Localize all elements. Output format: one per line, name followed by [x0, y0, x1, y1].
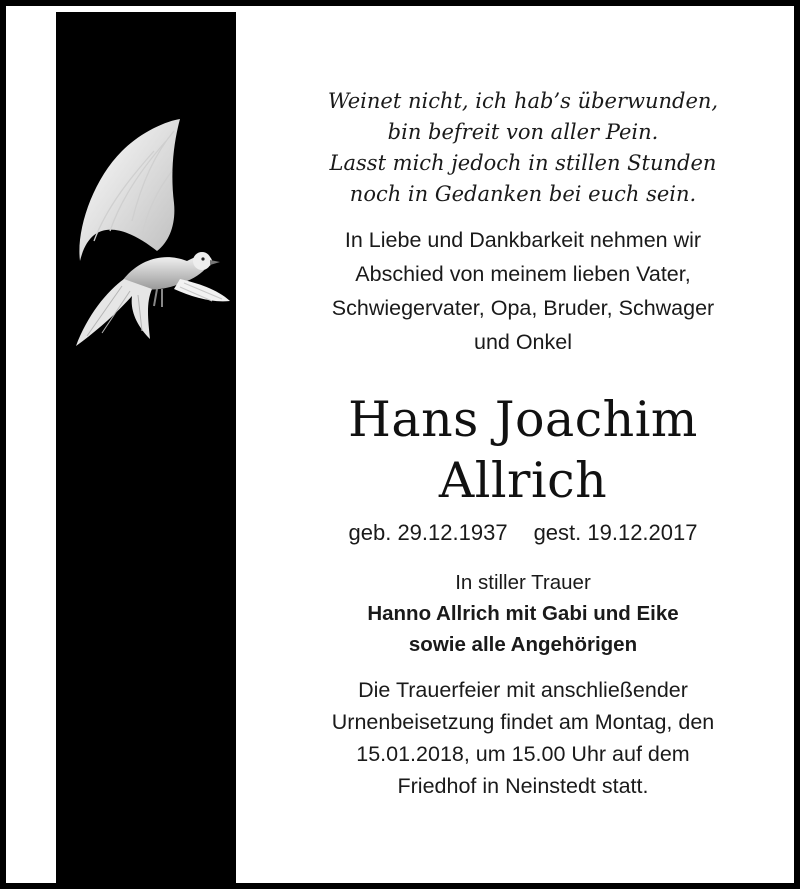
deceased-last-name: Allrich	[438, 452, 608, 509]
funeral-notice	[268, 674, 778, 802]
poem-line: noch in Gedanken bei euch sein.	[349, 182, 697, 206]
mourners-heading: In stiller Trauer	[455, 571, 591, 594]
poem-line: bin befreit von aller Pein.	[387, 120, 659, 144]
deceased-first-names: Hans Joachim	[348, 391, 698, 448]
obituary-content	[268, 86, 778, 802]
poem-line: Weinet nicht, ich hab’s überwunden,	[327, 89, 719, 113]
deceased-name	[268, 389, 778, 511]
dove-icon	[62, 111, 237, 351]
poem-line: Lasst mich jedoch in stillen Stunden	[329, 151, 717, 175]
death-date: gest. 19.12.2017	[533, 520, 698, 545]
mourners-family-line: Hanno Allrich mit Gabi und Eike	[367, 602, 679, 625]
funeral-line: 15.01.2018, um 15.00 Uhr auf dem	[356, 742, 690, 766]
intro-line: Schwiegervater, Opa, Bruder, Schwager	[331, 296, 715, 320]
mourners-relatives-line: sowie alle Angehörigen	[408, 633, 638, 656]
funeral-line: Friedhof in Neinstedt statt.	[397, 774, 649, 798]
life-dates	[268, 519, 778, 547]
poem	[268, 86, 778, 210]
mourners	[268, 567, 778, 660]
birth-date: geb. 29.12.1937	[348, 520, 508, 545]
intro-text	[268, 223, 778, 359]
intro-line: und Onkel	[473, 330, 572, 354]
funeral-line: Urnenbeisetzung findet am Montag, den	[331, 710, 715, 734]
funeral-line: Die Trauerfeier mit anschließender	[358, 678, 688, 702]
intro-line: Abschied von meinem lieben Vater,	[355, 262, 691, 286]
intro-line: In Liebe und Dankbarkeit nehmen wir	[344, 228, 702, 252]
